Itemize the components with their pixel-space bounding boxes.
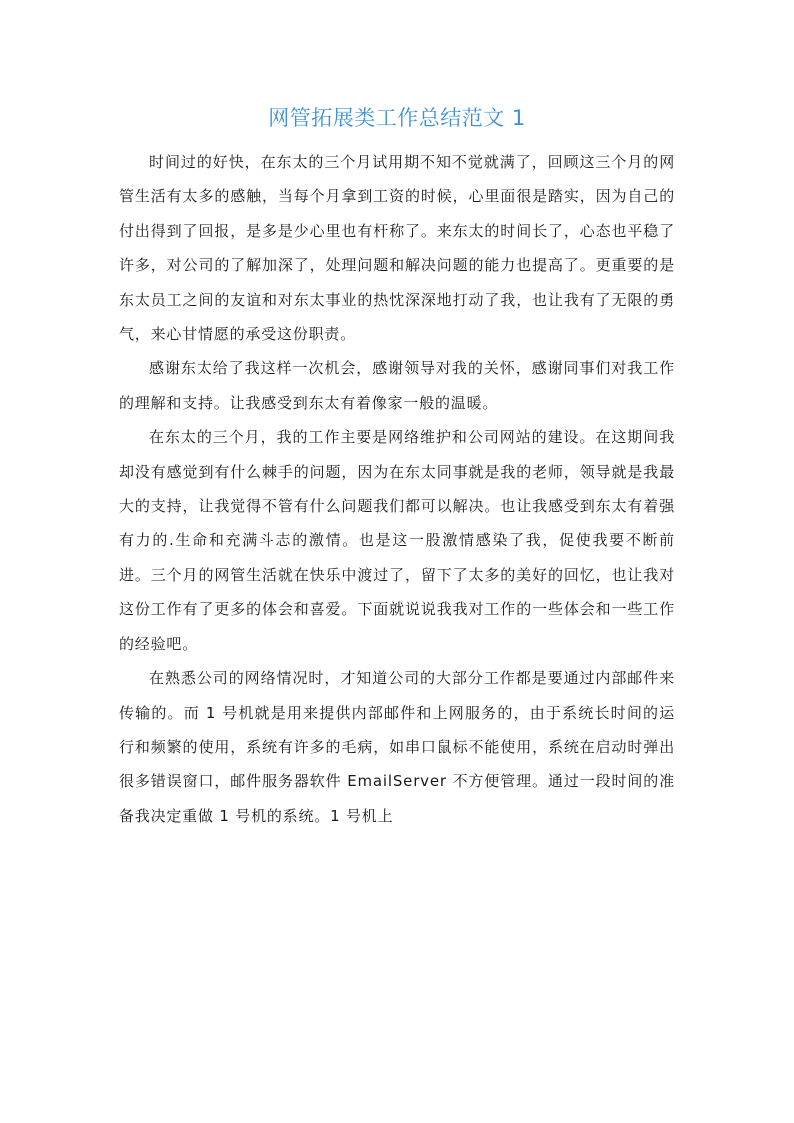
paragraph-3: 在东太的三个月，我的工作主要是网络维护和公司网站的建设。在这期间我却没有感觉到有什么棘手的问题，因为在东太同事就是我的老师，领导就是我最大的支持，让我觉得不管有什么问题我们都可以解决。也让我感受到东太有着强有力的.生命和充满斗志的激情。也是这一股激情感染了我，促使我要不断前进。三个月的网管生活就在快乐中渡过了，留下了太多的美好的回忆，也让我对这份工作有了更多的体会和喜爱。下面就说说我我对工作的一些体会和一些工作的经验吧。	[119, 428, 675, 653]
paragraph-1: 时间过的好快，在东太的三个月试用期不知不觉就满了，回顾这三个月的网管生活有太多的感触，当每个月拿到工资的时候，心里面很是踏实，因为自己的付出得到了回报，是多是少心里也有杆称了。来东太的时间长了，心态也平稳了许多，对公司的了解加深了，处理问题和解决问题的能力也提高了。更重要的是东太员工之间的友谊和对东太事业的热忱深深地打动了我，也让我有了无限的勇气，来心甘情愿的承受这份职责。	[119, 153, 675, 344]
paragraph-4: 在熟悉公司的网络情况时，才知道公司的大部分工作都是要通过内部邮件来传输的。而 1 号机就是用来提供内部邮件和上网服务的，由于系统长时间的运行和频繁的使用，系统有许多的毛病，如串口鼠标不能使用，系统在启动时弹出很多错误窗口，邮件服务器软件 EmailServer 不方便管理。通过一段时间的准备我决定重做 1 号机的系统。1 号机上	[119, 669, 675, 825]
paragraph-2: 感谢东太给了我这样一次机会，感谢领导对我的关怀，感谢同事们对我工作的理解和支持。让我感受到东太有着像家一般的温暖。	[119, 359, 675, 412]
document-title: 网管拓展类工作总结范文 1	[268, 106, 526, 130]
document-body	[119, 145, 675, 833]
